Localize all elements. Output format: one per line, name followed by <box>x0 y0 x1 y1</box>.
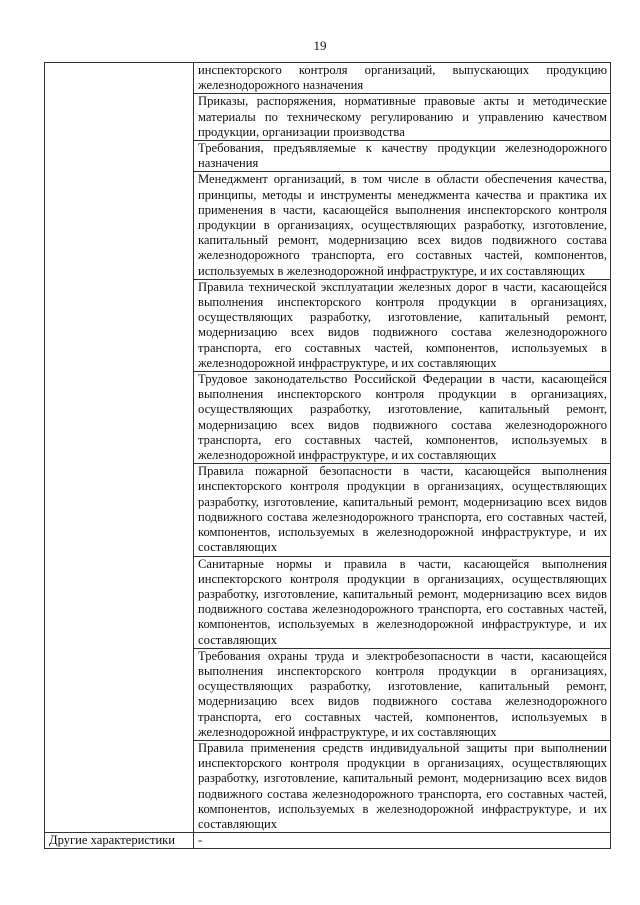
knowledge-item: Правила технической эксплуатации железных дорог в части, касающейся выполнения инспекторского контроля продукции в организациях, осуществляющих разработку, изготовление, капитальный ремонт, модернизацию всех видов подвижного состава железнодорожного транспорта, его составных частей, компонентов, используемых в железнодорожной инфраструктуре, и их составляющих <box>194 279 611 371</box>
knowledge-item: Трудовое законодательство Российской Федерации в части, касающейся выполнения инспекторского контроля продукции в организациях, осуществляющих разработку, изготовление, капитальный ремонт, модернизацию всех видов подвижного состава железнодорожного транспорта, его составных частей, компонентов, используемых в железнодорожной инфраструктуре, и их составляющих <box>194 372 611 464</box>
table-row <box>45 63 611 94</box>
label-cell-empty <box>45 63 194 833</box>
other-characteristics-row <box>45 833 611 849</box>
knowledge-item: инспекторского контроля организаций, выпускающих продукцию железнодорожного назначения <box>194 63 611 94</box>
knowledge-item: Правила применения средств индивидуальной защиты при выполнении инспекторского контроля продукции в организациях, осуществляющих разработку, изготовление, капитальный ремонт, модернизацию всех видов подвижного состава железнодорожного транспорта, его составных частей, компонентов, используемых в железнодорожной инфраструктуре, и их составляющих <box>194 740 611 832</box>
knowledge-item: Правила пожарной безопасности в части, касающейся выполнения инспекторского контроля продукции в организациях, осуществляющих разработку, изготовление, капитальный ремонт, модернизацию всех видов подвижного состава железнодорожного транспорта, его составных частей, компонентов, используемых в железнодорожной инфраструктуре, и их составляющих <box>194 464 611 556</box>
other-characteristics-label: Другие характеристики <box>45 833 194 849</box>
requirements-table <box>44 62 611 849</box>
knowledge-item: Требования охраны труда и электробезопасности в части, касающейся выполнения инспекторского контроля продукции в организациях, осуществляющих разработку, изготовление, капитальный ремонт, модернизацию всех видов подвижного состава железнодорожного транспорта, его составных частей, компонентов, используемых в железнодорожной инфраструктуре, и их составляющих <box>194 648 611 740</box>
other-characteristics-value: - <box>194 833 611 849</box>
page-number: 19 <box>313 38 327 53</box>
knowledge-item: Требования, предъявляемые к качеству продукции железнодорожного назначения <box>194 141 611 172</box>
knowledge-item: Санитарные нормы и правила в части, касающейся выполнения инспекторского контроля продукции в организациях, осуществляющих разработку, изготовление, капитальный ремонт, модернизацию всех видов подвижного состава железнодорожного транспорта, его составных частей, компонентов, используемых в железнодорожной инфраструктуре, и их составляющих <box>194 556 611 648</box>
knowledge-item: Менеджмент организаций, в том числе в области обеспечения качества, принципы, методы и инструменты менеджмента качества и практика их применения в части, касающейся выполнения инспекторского контроля продукции в организациях, осуществляющих разработку, изготовление, капитальный ремонт, модернизацию всех видов подвижного состава железнодорожного транспорта, его составных частей, компонентов, используемых в железнодорожной инфраструктуре, и их составляющих <box>194 172 611 279</box>
knowledge-item: Приказы, распоряжения, нормативные правовые акты и методические материалы по техническому регулированию и управлению качеством продукции, организации производства <box>194 94 611 141</box>
